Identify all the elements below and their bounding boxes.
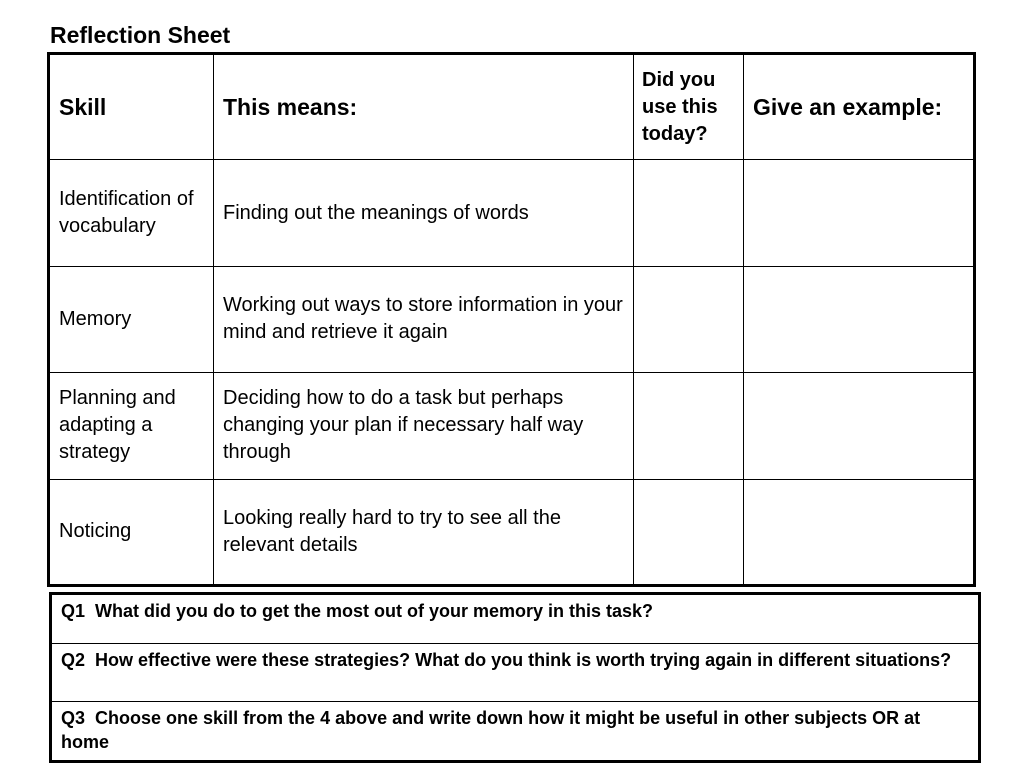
page-title: Reflection Sheet — [50, 22, 231, 48]
table-row — [49, 266, 975, 372]
question-row — [51, 644, 980, 702]
skill-cell: Planning and adapting a strategy — [49, 373, 214, 479]
example-cell[interactable] — [744, 373, 975, 479]
table-row — [49, 373, 975, 479]
used-today-cell[interactable] — [634, 266, 744, 372]
example-cell[interactable] — [744, 479, 975, 585]
skill-cell: Noticing — [49, 479, 214, 585]
means-cell: Working out ways to store information in your mind and retrieve it again — [214, 266, 634, 372]
means-cell: Deciding how to do a task but perhaps changing your plan if necessary half way through — [214, 373, 634, 479]
question-cell[interactable] — [51, 644, 980, 702]
header-skill: Skill — [49, 54, 214, 160]
used-today-cell[interactable] — [634, 479, 744, 585]
skill-cell: Memory — [49, 266, 214, 372]
means-cell: Finding out the meanings of words — [214, 160, 634, 266]
question-text: What did you do to get the most out of your memory in this task? — [95, 601, 654, 621]
used-today-cell[interactable] — [634, 160, 744, 266]
table-row — [49, 160, 975, 266]
used-today-cell[interactable] — [634, 373, 744, 479]
question-cell[interactable] — [51, 594, 980, 644]
question-number: Q3 — [61, 708, 86, 728]
questions-table — [49, 592, 981, 763]
header-example: Give an example: — [744, 54, 975, 160]
question-cell[interactable] — [51, 702, 980, 762]
skills-table — [47, 52, 976, 587]
question-number: Q2 — [61, 650, 86, 670]
skill-cell: Identification of vocabulary — [49, 160, 214, 266]
example-cell[interactable] — [744, 266, 975, 372]
question-text: How effective were these strategies? What do you think is worth trying again in different situations? — [95, 650, 952, 670]
question-row — [51, 702, 980, 762]
question-number: Q1 — [61, 601, 86, 621]
question-text: Choose one skill from the 4 above and write down how it might be useful in other subjects OR at home — [61, 708, 921, 752]
means-cell: Looking really hard to try to see all the relevant details — [214, 479, 634, 585]
header-row — [49, 54, 975, 160]
table-row — [49, 479, 975, 585]
example-cell[interactable] — [744, 160, 975, 266]
header-used-today: Did you use this today? — [634, 54, 744, 160]
question-row — [51, 594, 980, 644]
header-means: This means: — [214, 54, 634, 160]
